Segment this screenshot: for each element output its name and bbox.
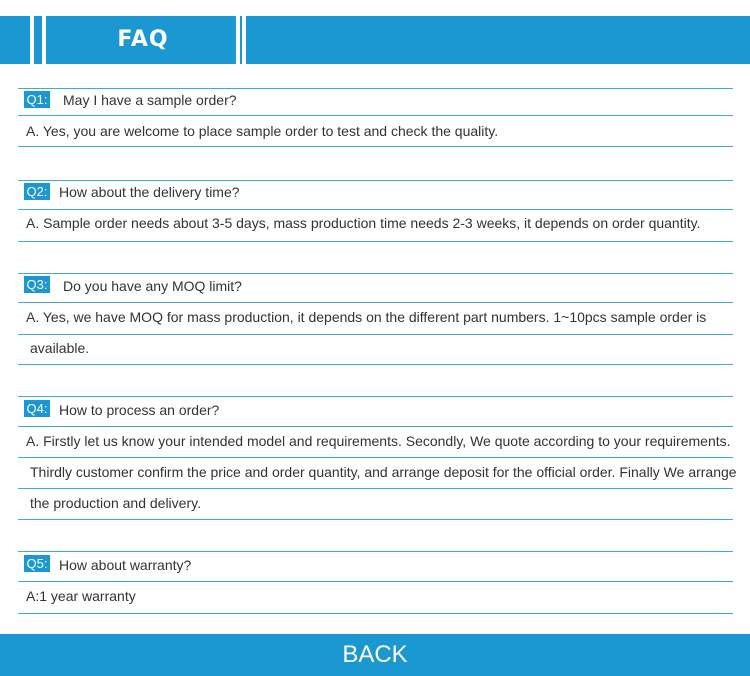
question-tag: Q1: — [24, 91, 50, 108]
divider — [18, 209, 733, 210]
page-title: FAQ — [117, 27, 169, 52]
faq-header-banner — [0, 16, 750, 64]
divider — [18, 426, 733, 427]
banner-divider — [236, 16, 240, 64]
question-text: Do you have any MOQ limit? — [63, 278, 242, 294]
divider — [18, 88, 733, 89]
question-text: May I have a sample order? — [63, 92, 237, 108]
divider — [18, 396, 733, 397]
divider — [18, 115, 733, 116]
answer-text: A. Sample order needs about 3-5 days, mass production time needs 2-3 weeks, it depends on order quantity. — [26, 215, 701, 231]
divider — [18, 457, 733, 458]
divider — [18, 273, 733, 274]
divider — [18, 488, 733, 489]
back-button[interactable]: BACK — [0, 634, 750, 676]
divider — [18, 581, 733, 582]
answer-text: available. — [30, 340, 90, 356]
divider — [18, 364, 733, 365]
question-tag: Q4: — [24, 400, 50, 417]
banner-divider — [42, 16, 46, 64]
divider — [18, 146, 733, 147]
answer-text: A:1 year warranty — [26, 588, 136, 604]
divider — [18, 551, 733, 552]
question-text: How about the delivery time? — [59, 184, 240, 200]
question-text: How to process an order? — [59, 402, 220, 418]
question-tag: Q5: — [24, 555, 50, 572]
divider — [18, 180, 733, 181]
divider — [18, 302, 733, 303]
banner-divider — [30, 16, 34, 64]
divider — [18, 241, 733, 242]
answer-text: the production and delivery. — [30, 495, 201, 511]
answer-text: A. Yes, we have MOQ for mass production, it depends on the different part numbers. 1~10pcs sample order is — [26, 309, 707, 325]
answer-text: A. Yes, you are welcome to place sample order to test and check the quality. — [26, 123, 499, 139]
divider — [18, 334, 733, 335]
divider — [18, 519, 733, 520]
divider — [18, 613, 733, 614]
answer-text: A. Firstly let us know your intended model and requirements. Secondly, We quote according to your requirements. — [26, 433, 731, 449]
question-tag: Q3: — [24, 276, 50, 293]
banner-divider — [242, 16, 246, 64]
answer-text: Thirdly customer confirm the price and order quantity, and arrange deposit for the official order. Finally We arrange — [30, 464, 737, 480]
question-tag: Q2: — [24, 183, 50, 200]
question-text: How about warranty? — [59, 557, 192, 573]
